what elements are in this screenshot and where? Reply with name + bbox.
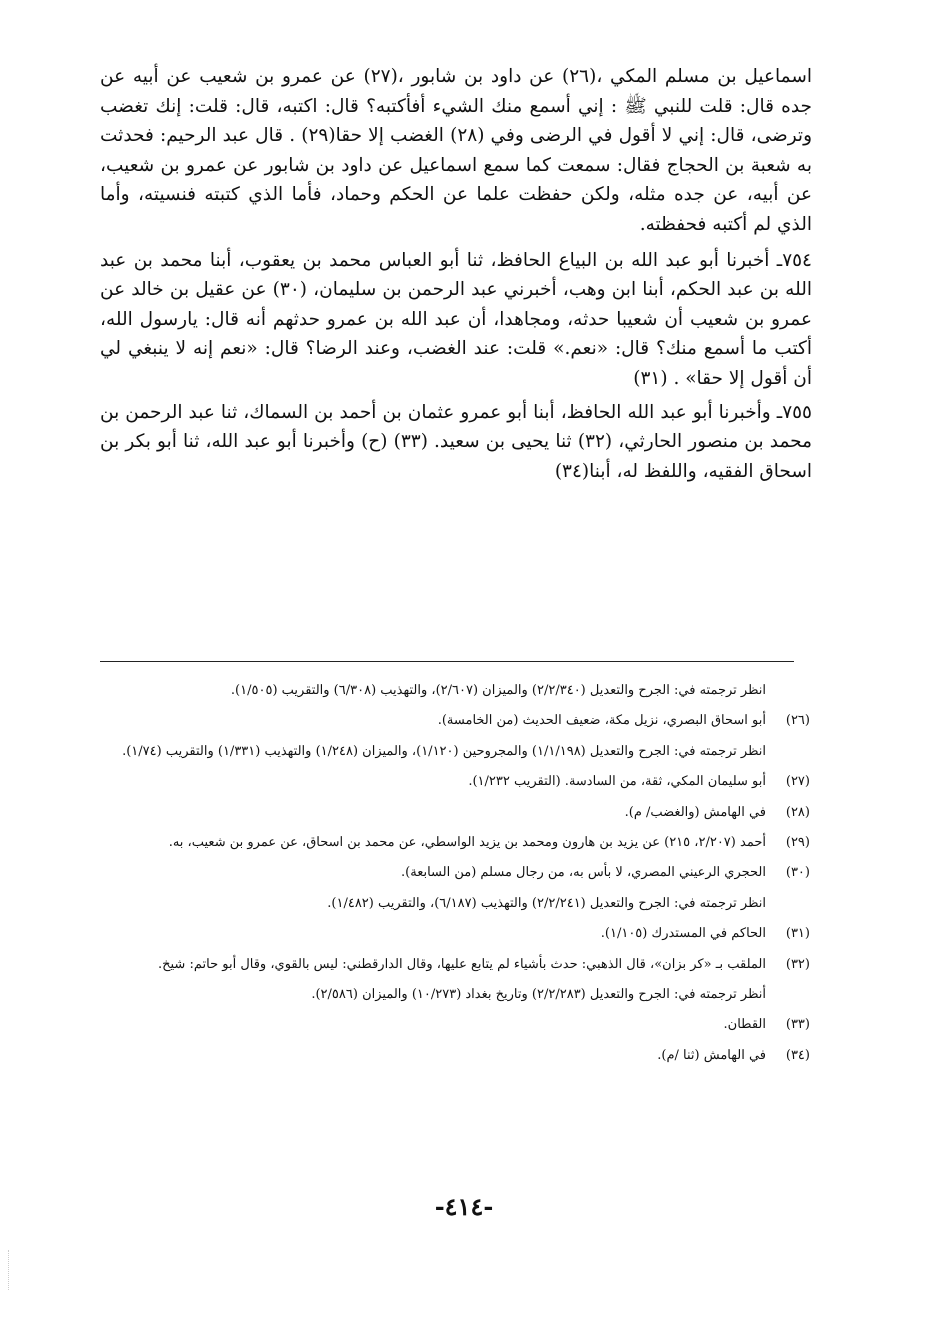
footnote-30: [102, 858, 810, 888]
footnote-ref-32: [102, 980, 810, 1010]
footnote-number: (٣٣): [785, 1017, 810, 1033]
footnote-ref-26: [102, 737, 810, 767]
footnote-number: (٢٦): [785, 713, 810, 729]
footnote-text: الحجري الرعيني المصري، لا بأس به، من رجال مسلم (من السابعة).: [401, 865, 766, 881]
footnote-number: (٢٧): [785, 774, 810, 790]
page-number: -٤١٤-: [434, 1192, 494, 1221]
footnote-text: في الهامش (والغضب/ م).: [624, 804, 766, 820]
footnote-32: [102, 950, 810, 980]
footnote-text: انظر ترجمته في: الجرح والتعديل (٢/٢/٣٤٠) والميزان (٢/٦٠٧)، والتهذيب (٦/٣٠٨) والتقريب (١/٥٠٥).: [230, 683, 766, 698]
footnote-text: أبو اسحاق البصري، نزيل مكة، ضعيف الحديث (من الخامسة).: [437, 713, 766, 729]
footnote-number: (٢٨): [785, 804, 810, 820]
footnote-text: القطان.: [723, 1017, 766, 1033]
footnote-text: أنظر ترجمته في: الجرح والتعديل (٢/٢/٢٨٣) وتاريخ بغداد (١٠/٢٧٣) والميزان (٢/٥٨٦).: [311, 987, 766, 1003]
paragraph-1: اسماعيل بن مسلم المكي ،(٢٦) عن داود بن شابور ،(٢٧) عن عمرو بن شعيب عن أبيه عن جده قال: قلت للنبي ﷺ : إني أسمع منك الشيء أفأكتبه؟ قال: اكتبه، قال: قلت: إنك تغضب وترضى، قال: إني لا أقول في الرضى وفي (٢٨) الغضب إلا حقا(٢٩) . قال عبد الرحيم: فحدثت به شعبة بن الحجاج فقال: سمعت كما سمع اسماعيل عن داود بن شابور عن عمرو بن شعيب، عن أبيه، عن جده مثله، ولكن حفظت علما عن الحكم وحماد، فأما الذي كتبته فنسيته، وأما الذي لم أكتبه فحفظته.: [100, 66, 813, 235]
footnote-number: (٢٩): [785, 835, 810, 851]
footnote-number: (٣٤): [785, 1047, 810, 1063]
footnote-ref-25: [102, 676, 810, 706]
paragraph-755: ٧٥٥ـ وأخبرنا أبو عبد الله الحافظ، أبنا أبو عمرو عثمان بن أحمد بن السماك، ثنا عبد الرحمن بن محمد بن منصور الحارثي، (٣٢) ثنا يحيى بن سعيد. (٣٣) (ح) وأخبرنا أبو عبد الله، ثنا أبو بكر بن اسحاق الفقيه، واللفظ له، أبنا(٣٤): [100, 401, 812, 482]
footnote-number: (٣٢): [785, 956, 810, 972]
footnote-ref-30: [102, 889, 810, 919]
footnote-text: أبو سليمان المكي، ثقة، من السادسة. (التقريب ١/٢٣٢).: [468, 774, 766, 790]
footnote-number: (٣١): [785, 926, 810, 942]
footnotes: [102, 676, 810, 1071]
footnote-29: [102, 828, 810, 858]
footnote-26: [102, 706, 810, 736]
footnote-text: انظر ترجمته في: الجرح والتعديل (٢/٢/٢٤١) والتهذيب (٦/١٨٧)، والتقريب (١/٤٨٢).: [327, 895, 766, 911]
paragraph-754: ٧٥٤ـ أخبرنا أبو عبد الله بن البياع الحافظ، ثنا أبو العباس محمد بن يعقوب، أبنا محمد بن عبد الله بن عبد الحكم، أبنا ابن وهب، أخبرني عبد الرحمن بن سليمان، (٣٠) عن عقيل بن خالد عن عمرو بن شعيب أن شعيبا حدثه، ومجاهدا، أن عبد الله بن عمرو حدثهم أنه قال: يارسول الله، أكتب ما أسمع منك؟ قال: «نعم.» قلت: عند الغضب، وعند الرضا؟ قال: «نعم إنه لا ينبغي لي أن أقول إلا حقا» . (٣١): [100, 249, 812, 389]
footnote-34: [102, 1041, 810, 1071]
footnote-number: (٣٠): [785, 865, 810, 881]
scan-margin-mark: [8, 1250, 13, 1290]
footnote-text: أحمد (٢/٢٠٧، ٢١٥) عن يزيد بن هارون ومحمد بن يزيد الواسطي، عن محمد بن اسحاق، عن عمرو بن شعيب، به.: [168, 835, 766, 851]
footnote-text: الملقب بـ «كر بزان»، قال الذهبي: حدث بأشياء لم يتابع عليها، وقال الدارقطني: ليس بالقوي، وقال أبو حاتم: شيخ.: [157, 956, 766, 972]
footnote-31: [102, 919, 810, 949]
footnote-text: انظر ترجمته في: الجرح والتعديل (١/١/١٩٨) والمجروحين (١/١٢٠)، والميزان (١/٢٤٨) والتهذيب (١/٣٣١) والتقريب (١/٧٤).: [122, 743, 766, 759]
footnote-33: [102, 1010, 810, 1040]
footnote-28: [102, 798, 810, 828]
footnote-separator: [100, 661, 794, 662]
footnote-text: الحاكم في المستدرك (١/١٠٥).: [600, 926, 766, 942]
main-text: [100, 62, 812, 486]
footnote-27: [102, 767, 810, 797]
footnote-text: في الهامش (ثنا /م).: [657, 1047, 766, 1063]
